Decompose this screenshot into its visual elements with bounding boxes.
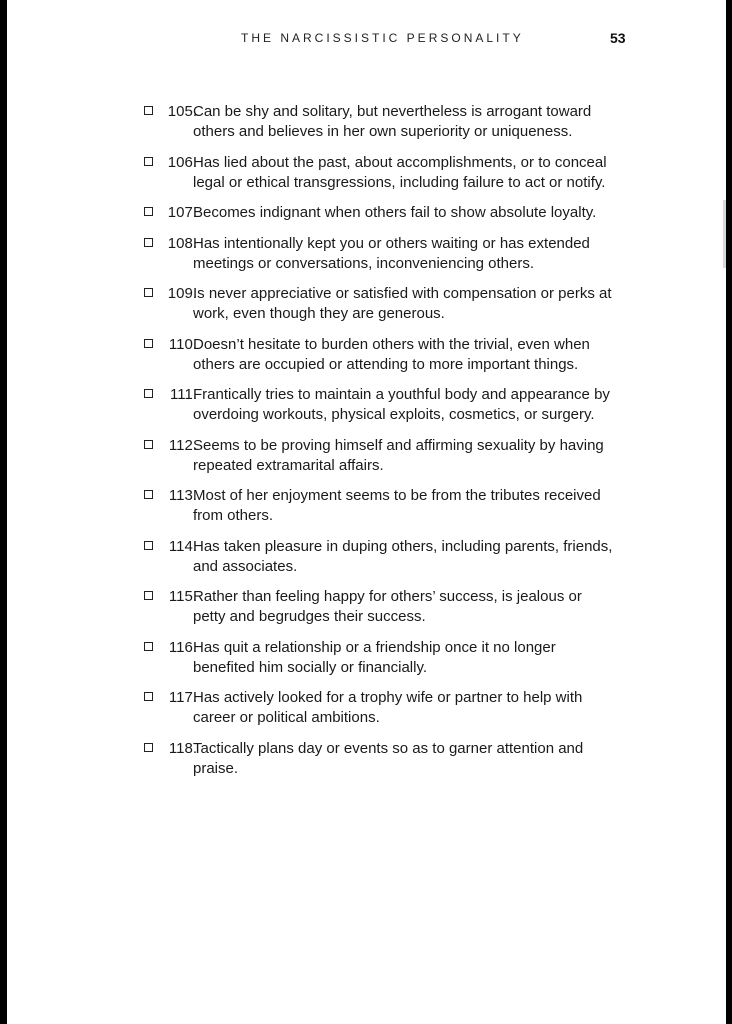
item-number: 110.	[168, 335, 197, 353]
item-number: 107.	[167, 204, 197, 221]
item-text: Has taken pleasure in duping others, including parents, friends, and associates.	[193, 537, 613, 575]
book-page	[7, 0, 726, 1024]
checklist-item	[144, 385, 614, 425]
checkbox[interactable]	[144, 591, 153, 600]
checklist-item	[144, 436, 614, 476]
checkbox[interactable]	[144, 490, 153, 499]
checklist-item	[144, 587, 614, 627]
page-number: 53	[610, 30, 626, 46]
item-text: Becomes indignant when others fail to show absolute loyalty.	[193, 204, 597, 221]
item-text: Most of her enjoyment seems to be from the tributes received from others.	[193, 487, 601, 524]
item-number: 117.	[168, 689, 197, 706]
checklist-item	[144, 638, 614, 678]
item-number: 113.	[168, 487, 197, 504]
item-number: 112.	[168, 436, 197, 454]
checkbox[interactable]	[144, 288, 153, 297]
item-number: 116.	[168, 638, 197, 656]
item-text: Is never appreciative or satisfied with compensation or perks at work, even though they are generous.	[193, 285, 612, 322]
item-text: Has quit a relationship or a friendship once it no longer benefited him socially or financially.	[193, 638, 556, 676]
checkbox[interactable]	[144, 743, 153, 752]
item-text: Seems to be proving himself and affirming sexuality by having repeated extramarital affairs.	[193, 436, 604, 474]
checkbox[interactable]	[144, 339, 153, 348]
checkbox[interactable]	[144, 642, 153, 651]
checklist-item	[144, 234, 614, 274]
running-title: THE NARCISSISTIC PERSONALITY	[241, 31, 524, 45]
checkbox[interactable]	[144, 541, 153, 550]
item-text: Tactically plans day or events so as to garner attention and praise.	[193, 739, 584, 777]
item-number: 118.	[168, 739, 197, 757]
checkbox[interactable]	[144, 207, 153, 216]
item-text: Rather than feeling happy for others’ success, is jealous or petty and begrudges their success.	[193, 588, 582, 625]
item-text: Can be shy and solitary, but nevertheless is arrogant toward others and believes in her own superiority or uniqueness.	[193, 103, 592, 140]
item-text: Has actively looked for a trophy wife or partner to help with career or political ambitions.	[193, 689, 583, 726]
checklist-item	[144, 102, 614, 142]
checkbox[interactable]	[144, 440, 153, 449]
item-number: 108.	[167, 234, 197, 252]
checkbox[interactable]	[144, 157, 153, 166]
item-number: 105.	[167, 103, 197, 120]
checkbox[interactable]	[144, 238, 153, 247]
item-text: Has intentionally kept you or others waiting or has extended meetings or conversations, inconveniencing others.	[193, 234, 590, 272]
checklist-item	[144, 153, 614, 193]
page-edge-mark	[723, 200, 726, 268]
item-number: 114.	[168, 537, 197, 555]
checkbox[interactable]	[144, 692, 153, 701]
checklist-item	[144, 486, 614, 526]
item-number: 109.	[167, 285, 197, 302]
item-text: Frantically tries to maintain a youthful body and appearance by overdoing workouts, physical exploits, cosmetics, or surgery.	[193, 386, 610, 423]
checklist-item	[144, 739, 614, 779]
checklist-item	[144, 203, 614, 223]
checklist-item	[144, 537, 614, 577]
checkbox[interactable]	[144, 106, 153, 115]
item-number: 115.	[168, 588, 197, 605]
item-number: 111.	[170, 386, 197, 403]
running-head	[7, 31, 726, 47]
item-text: Has lied about the past, about accomplishments, or to conceal legal or ethical transgressions, including failure to act or notify.	[193, 153, 607, 191]
checklist-item	[144, 284, 614, 324]
item-number: 106.	[167, 153, 197, 171]
checkbox[interactable]	[144, 389, 153, 398]
checklist	[144, 102, 614, 789]
item-text: Doesn’t hesitate to burden others with the trivial, even when others are occupied or attending to more important things.	[193, 335, 590, 373]
checklist-item	[144, 688, 614, 728]
checklist-item	[144, 335, 614, 375]
